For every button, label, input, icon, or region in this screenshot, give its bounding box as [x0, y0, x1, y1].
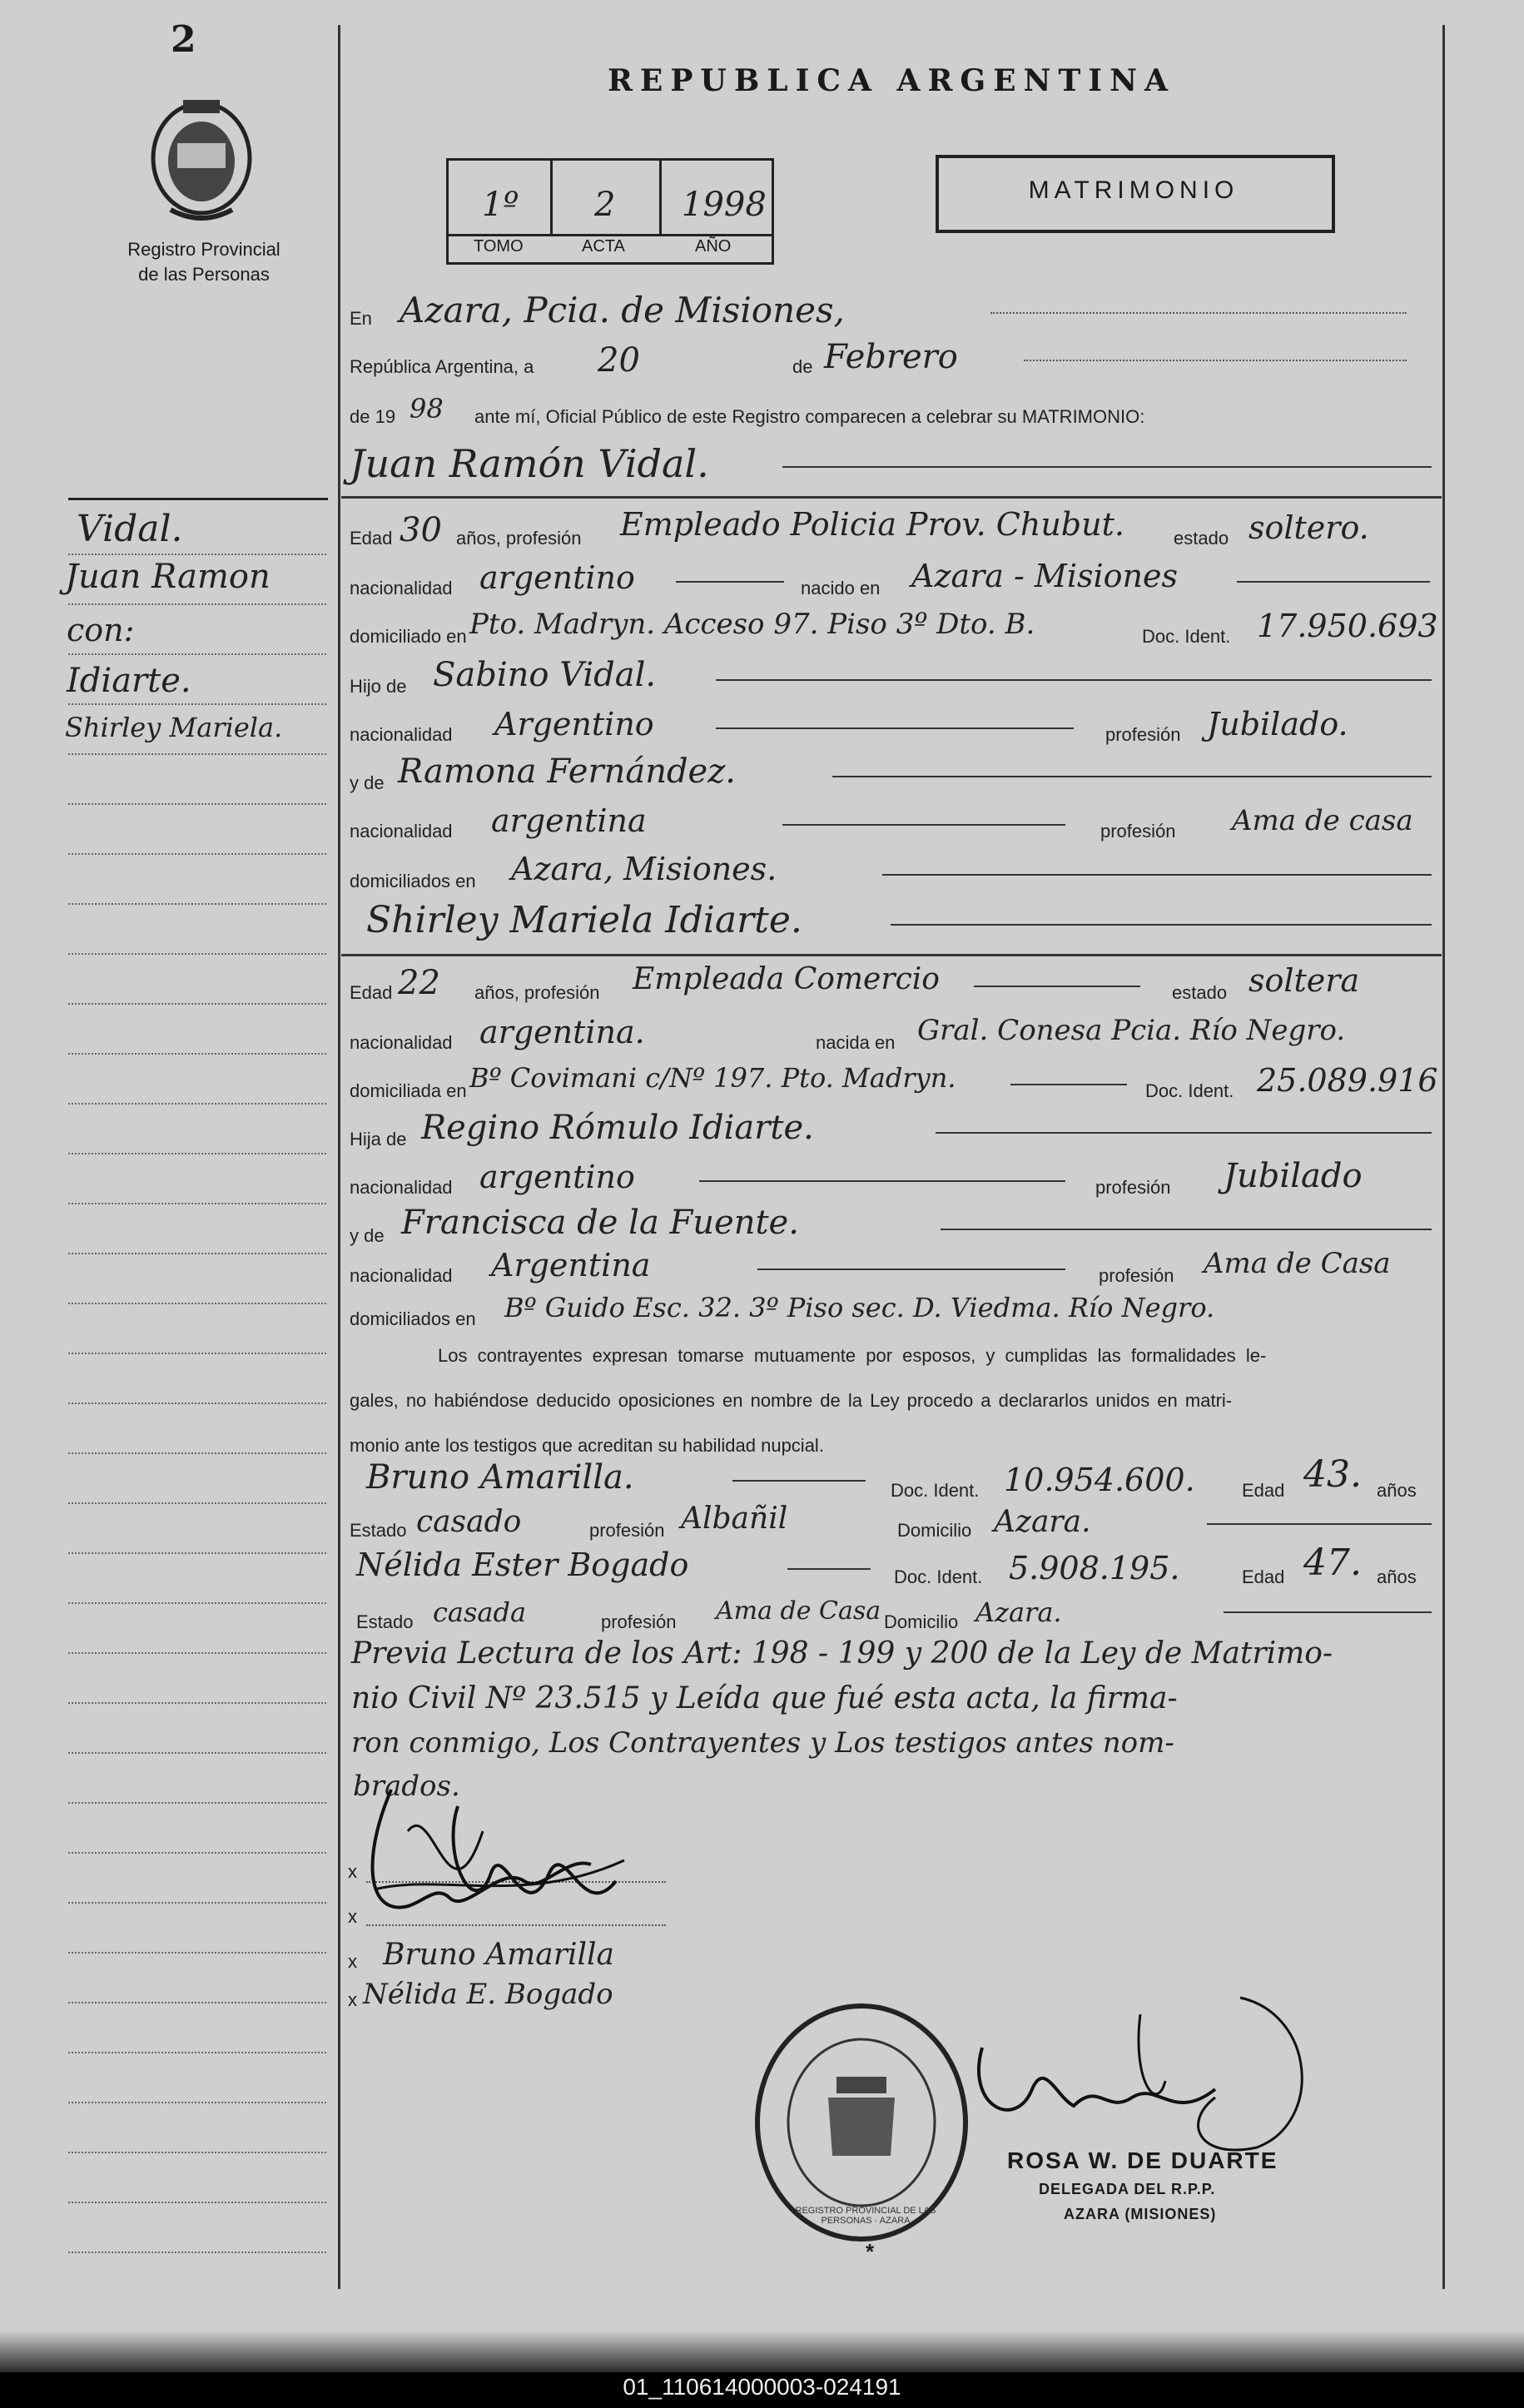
bride-profession: Empleada Comercio — [633, 962, 940, 996]
witness1-name: Bruno Amarilla. — [366, 1458, 634, 1497]
margin-rule-line — [68, 1103, 326, 1105]
bride-edad-label: Edad — [350, 982, 393, 1003]
margin-rule-line — [68, 1452, 326, 1454]
bride-mother-nationality-label: nacionalidad — [350, 1265, 453, 1286]
groom-father-label: Hijo de — [350, 676, 407, 697]
witness1-anos-label: años — [1377, 1480, 1417, 1501]
witness2-profession: Ama de Casa — [716, 1596, 881, 1626]
groom-estado-label: estado — [1174, 528, 1229, 549]
margin-rule-line — [68, 2252, 326, 2253]
fill-line — [787, 1568, 871, 1570]
groom-mother-nationality: argentina — [491, 802, 647, 839]
fill-line — [1010, 1084, 1127, 1085]
groom-father: Sabino Vidal. — [433, 656, 657, 694]
left-column-border — [338, 25, 340, 2289]
witness1-profession: Albañil — [681, 1502, 788, 1536]
en-label: En — [350, 308, 372, 329]
bride-parents-domicile-label: domiciliados en — [350, 1308, 476, 1329]
margin-rule-line — [68, 1902, 326, 1904]
fill-line — [882, 874, 1432, 876]
groom-mother: Ramona Fernández. — [398, 752, 737, 791]
witness2-doc: 5.908.195. — [1009, 1550, 1180, 1586]
fill-line — [732, 1480, 866, 1482]
page-number: 2 — [171, 18, 196, 61]
witness1-estado-label: Estado — [350, 1520, 407, 1541]
signature-mark: x — [348, 1906, 357, 1927]
fill-line — [1237, 581, 1430, 583]
fill-line — [676, 581, 784, 583]
margin-rule-line — [68, 1802, 326, 1804]
groom-mother-label: y de — [350, 772, 385, 793]
ano-value: 1998 — [682, 186, 767, 224]
margin-rule-line — [68, 1153, 326, 1154]
fill-line — [936, 1132, 1432, 1134]
margin-rule-line — [68, 1253, 326, 1254]
groom-doc-label: Doc. Ident. — [1142, 626, 1231, 647]
margin-rule-line — [68, 1303, 326, 1304]
bride-father-nationality-label: nacionalidad — [350, 1177, 453, 1198]
month-de-label: de — [792, 356, 813, 377]
official-location: AZARA (MISIONES) — [1064, 2206, 1217, 2222]
fill-line — [716, 727, 1074, 729]
fill-line — [1024, 360, 1407, 361]
closing-line-4: brados. — [353, 1770, 460, 1803]
groom-parents-domicile-label: domiciliados en — [350, 871, 476, 891]
tomo-value: 1º — [482, 186, 519, 224]
margin-rule-line — [68, 1552, 326, 1554]
official-name: ROSA W. DE DUARTE — [1007, 2147, 1278, 2173]
witness1-age: 43. — [1303, 1453, 1362, 1496]
declaration-line-2: gales, no habiéndose deducido oposiciones en nombre de la Ley procedo a declararlos unidos en matri- — [350, 1390, 1233, 1411]
acta-label: ACTA — [582, 237, 625, 256]
margin-note-line-3: con: — [67, 612, 135, 648]
section-divider — [341, 496, 1442, 499]
witness1-profession-label: profesión — [589, 1520, 665, 1541]
margin-rule-line — [68, 1403, 326, 1404]
bride-father: Regino Rómulo Idiarte. — [421, 1109, 814, 1147]
groom-mother-nationality-label: nacionalidad — [350, 821, 453, 842]
margin-rule-line — [68, 1852, 326, 1854]
margin-rule-line — [68, 1702, 326, 1704]
marriage-place: Azara, Pcia. de Misiones, — [400, 290, 845, 330]
margin-rule-line — [68, 803, 326, 805]
fill-line — [782, 824, 1065, 826]
groom-domicile: Pto. Madryn. Acceso 97. Piso 3º Dto. B. — [469, 608, 1035, 641]
fill-line — [832, 776, 1432, 777]
fill-line — [699, 1180, 1065, 1182]
closing-line-3: ron conmigo, Los Contrayentes y Los testigos antes nom- — [351, 1726, 1174, 1760]
groom-father-nationality-label: nacionalidad — [350, 724, 453, 745]
bride-domicile-label: domiciliada en — [350, 1080, 467, 1101]
margin-rule-line — [68, 1952, 326, 1954]
witness2-domicile-label: Domicilio — [884, 1611, 959, 1632]
margin-note-line-5: Shirley Mariela. — [65, 712, 283, 743]
fill-line — [974, 986, 1140, 987]
signature-mark: x — [348, 1951, 357, 1972]
margin-rule-line — [68, 1502, 326, 1504]
margin-note-line-2: Juan Ramon — [65, 558, 271, 596]
bride-parents-domicile: Bº Guido Esc. 32. 3º Piso sec. D. Viedma. Río Negro. — [504, 1292, 1215, 1323]
signature-mark: x — [348, 1861, 357, 1882]
declaration-line-3: monio ante los testigos que acreditan su habilidad nupcial. — [350, 1435, 824, 1456]
bride-mother-profession-label: profesión — [1099, 1265, 1174, 1286]
groom-mother-profession: Ama de casa — [1232, 804, 1413, 837]
margin-rule-line — [68, 1602, 326, 1604]
bride-anos-profesion-label: años, profesión — [474, 982, 600, 1003]
fill-line — [782, 466, 1432, 468]
groom-edad-label: Edad — [350, 528, 393, 549]
registry-name: Registro Provincial de las Personas — [127, 239, 280, 285]
small-mark: * — [866, 2239, 875, 2264]
section-divider — [341, 954, 1442, 956]
marriage-day: 20 — [598, 341, 640, 380]
bride-birthplace: Gral. Conesa Pcia. Río Negro. — [917, 1014, 1346, 1047]
bride-mother-label: y de — [350, 1225, 385, 1246]
groom-father-profession: Jubilado. — [1207, 706, 1348, 742]
acta-value: 2 — [594, 186, 616, 224]
witness2-anos-label: años — [1377, 1566, 1417, 1587]
bride-father-profession-label: profesión — [1095, 1177, 1171, 1198]
margin-note-line-1: Vidal. — [77, 508, 183, 550]
country-title: REPUBLICA ARGENTINA — [608, 63, 1175, 98]
margin-rule-line — [68, 1353, 326, 1354]
fill-line — [941, 1229, 1432, 1230]
margin-rule-line — [68, 1003, 326, 1005]
margin-rule-line — [68, 1752, 326, 1754]
groom-father-profession-label: profesión — [1105, 724, 1181, 745]
margin-rule-line — [68, 1203, 326, 1204]
margin-rule-line — [68, 2202, 326, 2203]
bride-estado-label: estado — [1172, 982, 1228, 1003]
official-signature — [966, 1981, 1332, 2164]
groom-domicile-label: domiciliado en — [350, 626, 467, 647]
groom-profession: Empleado Policia Prov. Chubut. — [620, 506, 1124, 543]
margin-note-top-rule — [68, 498, 328, 500]
groom-name: Juan Ramón Vidal. — [350, 441, 709, 486]
fill-line — [1207, 1523, 1432, 1525]
margin-rule-line — [68, 603, 326, 605]
witness2-estado: casada — [433, 1596, 527, 1628]
bride-domicile: Bº Covimani c/Nº 197. Pto. Madryn. — [469, 1062, 956, 1094]
official-title: DELEGADA DEL R.P.P. — [1039, 2181, 1216, 2197]
witness1-edad-label: Edad — [1242, 1480, 1285, 1501]
groom-doc: 17.950.693 — [1257, 608, 1438, 644]
witness1-doc-label: Doc. Ident. — [891, 1480, 980, 1501]
groom-anos-profesion-label: años, profesión — [456, 528, 582, 549]
intro-statement: ante mí, Oficial Público de este Registro comparecen a celebrar su MATRIMONIO: — [474, 406, 1145, 427]
bride-mother: Francisca de la Fuente. — [401, 1204, 799, 1242]
groom-parents-domicile: Azara, Misiones. — [511, 851, 777, 887]
tomo-label: TOMO — [474, 237, 524, 256]
bride-father-profession: Jubilado — [1224, 1157, 1363, 1195]
margin-rule-line — [68, 2002, 326, 2003]
witness1-signature: Bruno Amarilla — [383, 1938, 614, 1972]
witness2-edad-label: Edad — [1242, 1566, 1285, 1587]
groom-nationality-label: nacionalidad — [350, 578, 453, 598]
margin-rule-line — [68, 2152, 326, 2153]
margin-rule-line — [68, 1652, 326, 1654]
ano-label: AÑO — [695, 237, 732, 256]
witness2-age: 47. — [1303, 1542, 1362, 1584]
act-type-label: MATRIMONIO — [1028, 176, 1239, 204]
witness1-doc: 10.954.600. — [1004, 1462, 1195, 1498]
seal-text: REGISTRO PROVINCIAL DE LAS PERSONAS · AZARA — [795, 2206, 936, 2226]
fill-line — [1224, 1611, 1432, 1613]
republic-label: República Argentina, a — [350, 356, 534, 377]
marriage-month: Febrero — [824, 338, 958, 376]
bride-nationality: argentina. — [479, 1014, 645, 1050]
bride-doc-label: Doc. Ident. — [1145, 1080, 1234, 1101]
margin-note-line-4: Idiarte. — [67, 662, 191, 700]
bride-birthplace-label: nacida en — [816, 1032, 896, 1053]
bride-age: 22 — [398, 964, 440, 1002]
margin-rule-line — [68, 703, 326, 705]
margin-rule-line — [68, 653, 326, 655]
margin-rule-line — [68, 554, 326, 555]
bride-mother-nationality: Argentina — [491, 1247, 651, 1283]
groom-birthplace: Azara - Misiones — [911, 558, 1178, 594]
bride-doc: 25.089.916 — [1257, 1062, 1438, 1099]
marriage-year-suffix: 98 — [410, 393, 444, 425]
bride-father-nationality: argentino — [479, 1159, 635, 1195]
fill-line — [757, 1269, 1065, 1270]
witness1-estado: casado — [416, 1505, 522, 1539]
fill-line — [990, 312, 1407, 314]
margin-rule-line — [68, 1053, 326, 1055]
witness1-domicile-label: Domicilio — [897, 1520, 972, 1541]
witness2-domicile: Azara. — [975, 1596, 1062, 1628]
witness2-name: Nélida Ester Bogado — [356, 1547, 689, 1583]
bride-estado: soltera — [1248, 962, 1360, 999]
provincial-coat-of-arms-icon — [146, 93, 258, 226]
witness2-profession-label: profesión — [601, 1611, 677, 1632]
bride-name: Shirley Mariela Idiarte. — [366, 899, 802, 941]
witness2-signature: Nélida E. Bogado — [363, 1978, 613, 2011]
year-prefix: de 19 — [350, 406, 396, 427]
declaration-line-1: Los contrayentes expresan tomarse mutuamente por esposos, y cumplidas las formalidades le- — [438, 1345, 1267, 1366]
witness2-estado-label: Estado — [356, 1611, 414, 1632]
page-shadow — [0, 2331, 1524, 2372]
footer-id: 01_110614000003-024191 — [623, 2374, 901, 2400]
fill-line — [716, 679, 1432, 681]
groom-nationality: argentino — [479, 559, 635, 596]
margin-rule-line — [68, 903, 326, 905]
bride-mother-profession: Ama de Casa — [1204, 1247, 1391, 1280]
bride-father-label: Hija de — [350, 1129, 407, 1149]
groom-mother-profession-label: profesión — [1100, 821, 1176, 842]
spouse-signatures — [358, 1781, 633, 1948]
margin-rule-line — [68, 853, 326, 855]
witness1-domicile: Azara. — [994, 1505, 1091, 1539]
margin-rule-line — [68, 2102, 326, 2103]
groom-estado: soltero. — [1248, 509, 1369, 546]
groom-father-nationality: Argentino — [494, 706, 654, 742]
groom-age: 30 — [400, 511, 442, 549]
margin-rule-line — [68, 2052, 326, 2053]
witness2-doc-label: Doc. Ident. — [894, 1566, 983, 1587]
closing-line-2: nio Civil Nº 23.515 y Leída que fué esta acta, la firma- — [351, 1681, 1178, 1715]
signature-mark: x — [348, 1989, 357, 2010]
closing-line-1: Previa Lectura de los Art: 198 - 199 y 200 de la Ley de Matrimo- — [351, 1636, 1333, 1671]
right-page-border — [1442, 25, 1445, 2289]
bride-nationality-label: nacionalidad — [350, 1032, 453, 1053]
margin-rule-line — [68, 753, 326, 755]
margin-rule-line — [68, 953, 326, 955]
registration-box — [446, 158, 774, 265]
fill-line — [891, 924, 1432, 926]
groom-birthplace-label: nacido en — [801, 578, 881, 598]
